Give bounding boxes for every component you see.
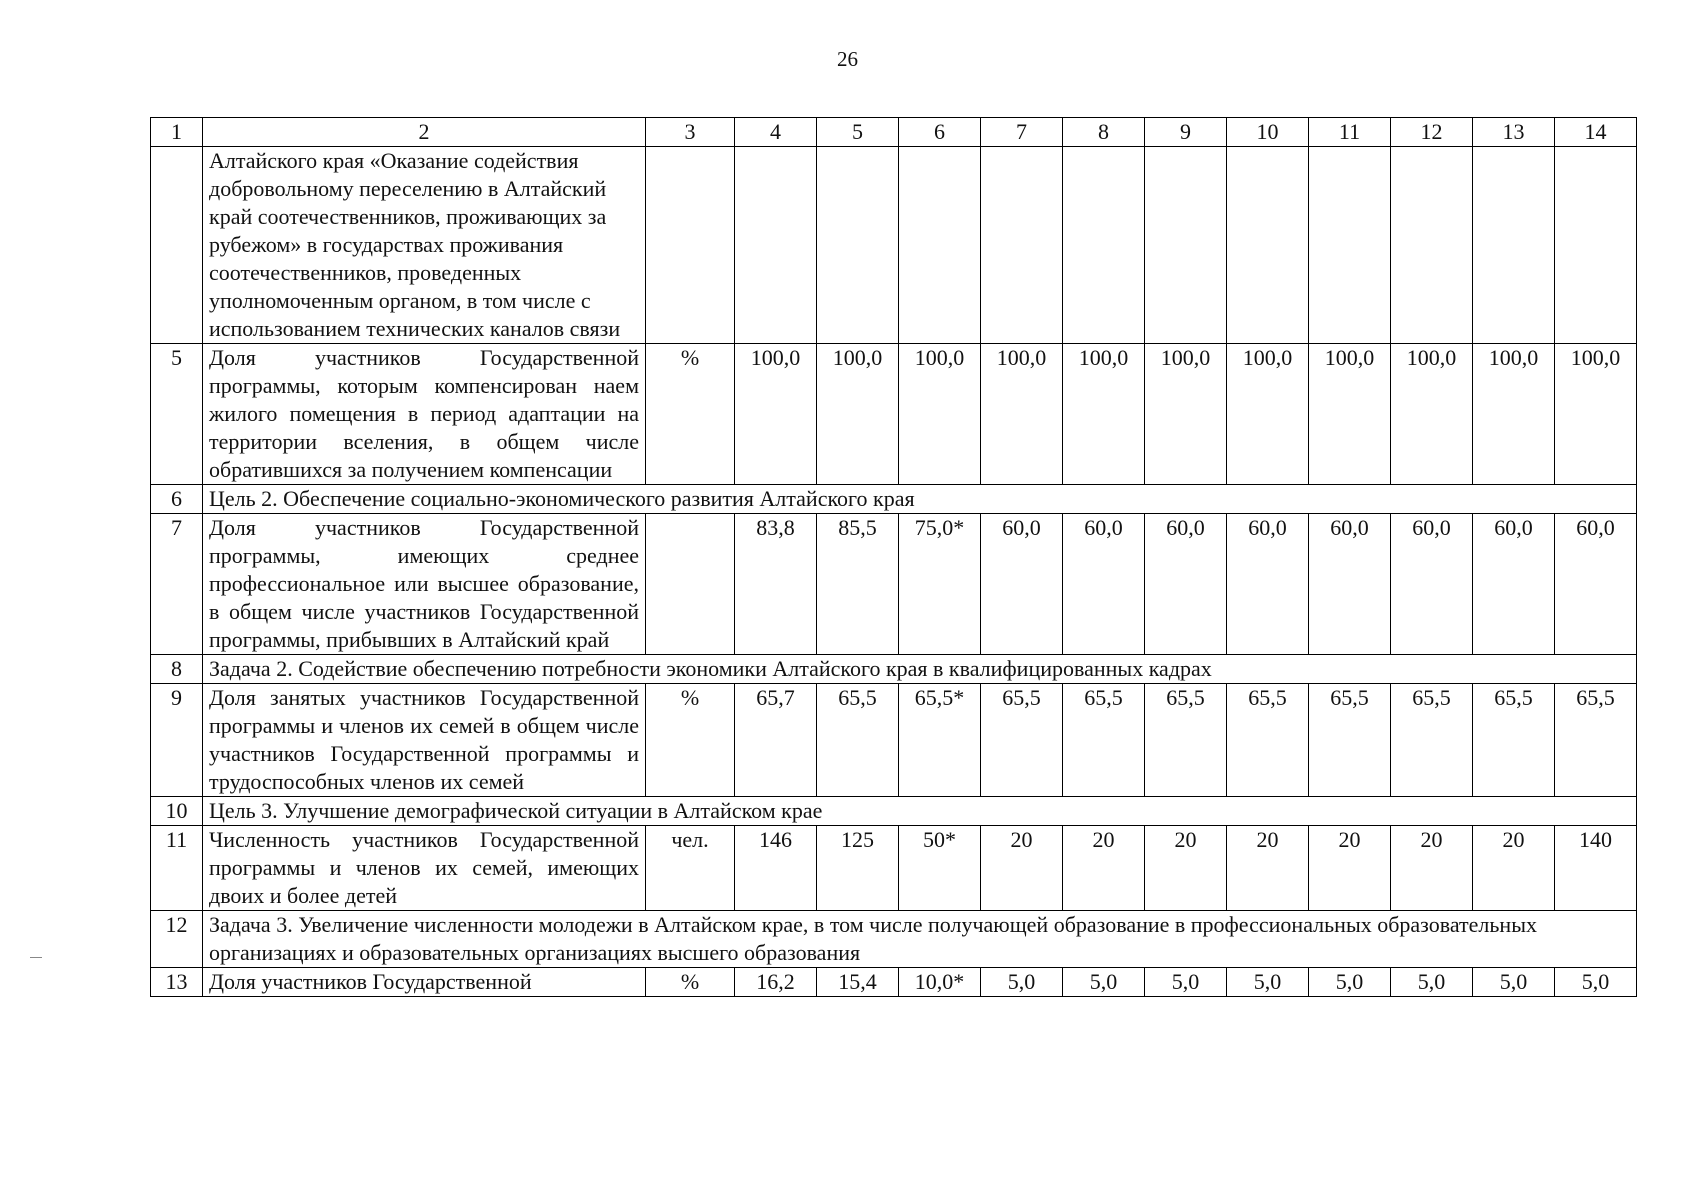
value-cell (899, 147, 981, 344)
indicator-name: Алтайского края «Оказание содействия добровольному переселению в Алтайский край соотечественников, проживающих за рубежом» в государствах проживания соотечественников, проведенных уполномоченным органом, в том числе с использованием технических каналов связи (203, 147, 646, 344)
value-cell: 5,0 (1555, 968, 1637, 997)
row-number: 12 (151, 911, 203, 968)
value-cell: 20 (1391, 826, 1473, 911)
value-cell: 65,5 (1473, 684, 1555, 797)
indicator-name: Численность участников Государственной программы и членов их семей, имеющих двоих и более детей (203, 826, 646, 911)
column-number-header-row (151, 118, 1637, 147)
unit-cell: чел. (646, 826, 735, 911)
column-header: 1 (151, 118, 203, 147)
value-cell (1145, 147, 1227, 344)
value-cell: 65,5 (1063, 684, 1145, 797)
column-header: 9 (1145, 118, 1227, 147)
value-cell: 20 (1473, 826, 1555, 911)
unit-cell: % (646, 968, 735, 997)
section-title: Цель 3. Улучшение демографической ситуации в Алтайском крае (203, 797, 1637, 826)
section-row (151, 797, 1637, 826)
value-cell: 65,5 (981, 684, 1063, 797)
value-cell: 65,5 (1309, 684, 1391, 797)
value-cell: 65,5 (817, 684, 899, 797)
value-cell: 60,0 (981, 514, 1063, 655)
row-number: 10 (151, 797, 203, 826)
section-row (151, 485, 1637, 514)
indicator-row (151, 826, 1637, 911)
unit-cell: % (646, 684, 735, 797)
column-header: 10 (1227, 118, 1309, 147)
section-title: Цель 2. Обеспечение социально-экономического развития Алтайского края (203, 485, 1637, 514)
unit-cell (646, 147, 735, 344)
indicator-row (151, 514, 1637, 655)
column-header: 12 (1391, 118, 1473, 147)
indicator-row (151, 344, 1637, 485)
indicator-name: Доля участников Государственной (203, 968, 646, 997)
value-cell: 125 (817, 826, 899, 911)
value-cell: 65,7 (735, 684, 817, 797)
row-number: 5 (151, 344, 203, 485)
value-cell: 100,0 (817, 344, 899, 485)
row-number: 11 (151, 826, 203, 911)
value-cell: 5,0 (981, 968, 1063, 997)
section-title: Задача 2. Содействие обеспечению потребности экономики Алтайского края в квалифицированных кадрах (203, 655, 1637, 684)
value-cell: 10,0* (899, 968, 981, 997)
value-cell (735, 147, 817, 344)
indicator-name: Доля участников Государственной программы, которым компенсирован наем жилого помещения в период адаптации на территории вселения, в общем числе обратившихся за получением компенсации (203, 344, 646, 485)
column-header: 6 (899, 118, 981, 147)
scan-mark (30, 957, 42, 958)
page-number: 26 (837, 47, 858, 71)
value-cell (1063, 147, 1145, 344)
column-header: 3 (646, 118, 735, 147)
indicator-row (151, 147, 1637, 344)
value-cell: 100,0 (981, 344, 1063, 485)
value-cell: 100,0 (1309, 344, 1391, 485)
value-cell (1309, 147, 1391, 344)
value-cell: 100,0 (1473, 344, 1555, 485)
value-cell: 20 (981, 826, 1063, 911)
indicators-table (150, 117, 1637, 997)
column-header: 13 (1473, 118, 1555, 147)
column-header: 4 (735, 118, 817, 147)
indicator-row (151, 684, 1637, 797)
row-number: 9 (151, 684, 203, 797)
value-cell (817, 147, 899, 344)
value-cell: 60,0 (1063, 514, 1145, 655)
value-cell: 65,5 (1391, 684, 1473, 797)
column-header: 7 (981, 118, 1063, 147)
section-row (151, 655, 1637, 684)
column-header: 2 (203, 118, 646, 147)
value-cell: 100,0 (1145, 344, 1227, 485)
unit-cell (646, 514, 735, 655)
value-cell: 65,5 (1227, 684, 1309, 797)
indicator-name: Доля занятых участников Государственной программы и членов их семей в общем числе участников Государственной программы и трудоспособных членов их семей (203, 684, 646, 797)
value-cell (1391, 147, 1473, 344)
value-cell: 83,8 (735, 514, 817, 655)
value-cell (1227, 147, 1309, 344)
value-cell: 5,0 (1063, 968, 1145, 997)
value-cell: 60,0 (1309, 514, 1391, 655)
value-cell (1473, 147, 1555, 344)
column-header: 11 (1309, 118, 1391, 147)
section-row (151, 911, 1637, 968)
value-cell: 140 (1555, 826, 1637, 911)
indicator-row (151, 968, 1637, 997)
value-cell: 20 (1309, 826, 1391, 911)
value-cell: 60,0 (1473, 514, 1555, 655)
value-cell: 20 (1227, 826, 1309, 911)
value-cell: 60,0 (1391, 514, 1473, 655)
row-number: 7 (151, 514, 203, 655)
value-cell: 50* (899, 826, 981, 911)
row-number: 13 (151, 968, 203, 997)
value-cell: 5,0 (1227, 968, 1309, 997)
value-cell: 5,0 (1391, 968, 1473, 997)
value-cell: 100,0 (899, 344, 981, 485)
value-cell: 75,0* (899, 514, 981, 655)
value-cell: 100,0 (1391, 344, 1473, 485)
column-header: 14 (1555, 118, 1637, 147)
value-cell: 100,0 (735, 344, 817, 485)
row-number: 8 (151, 655, 203, 684)
row-number: 6 (151, 485, 203, 514)
value-cell: 60,0 (1145, 514, 1227, 655)
value-cell: 60,0 (1227, 514, 1309, 655)
value-cell: 65,5 (1145, 684, 1227, 797)
value-cell: 100,0 (1063, 344, 1145, 485)
value-cell: 15,4 (817, 968, 899, 997)
value-cell (981, 147, 1063, 344)
value-cell (1555, 147, 1637, 344)
column-header: 5 (817, 118, 899, 147)
value-cell: 100,0 (1555, 344, 1637, 485)
value-cell: 16,2 (735, 968, 817, 997)
value-cell: 100,0 (1227, 344, 1309, 485)
column-header: 8 (1063, 118, 1145, 147)
row-number (151, 147, 203, 344)
value-cell: 85,5 (817, 514, 899, 655)
indicator-name: Доля участников Государственной программы, имеющих среднее профессиональное или высшее образование, в общем числе участников Государственной программы, прибывших в Алтайский край (203, 514, 646, 655)
value-cell: 5,0 (1145, 968, 1227, 997)
value-cell: 65,5 (1555, 684, 1637, 797)
value-cell: 60,0 (1555, 514, 1637, 655)
section-title: Задача 3. Увеличение численности молодежи в Алтайском крае, в том числе получающей образование в профессиональных образовательных организациях и образовательных организациях высшего образования (203, 911, 1637, 968)
value-cell: 146 (735, 826, 817, 911)
value-cell: 5,0 (1309, 968, 1391, 997)
unit-cell: % (646, 344, 735, 485)
value-cell: 20 (1063, 826, 1145, 911)
value-cell: 65,5* (899, 684, 981, 797)
value-cell: 20 (1145, 826, 1227, 911)
value-cell: 5,0 (1473, 968, 1555, 997)
